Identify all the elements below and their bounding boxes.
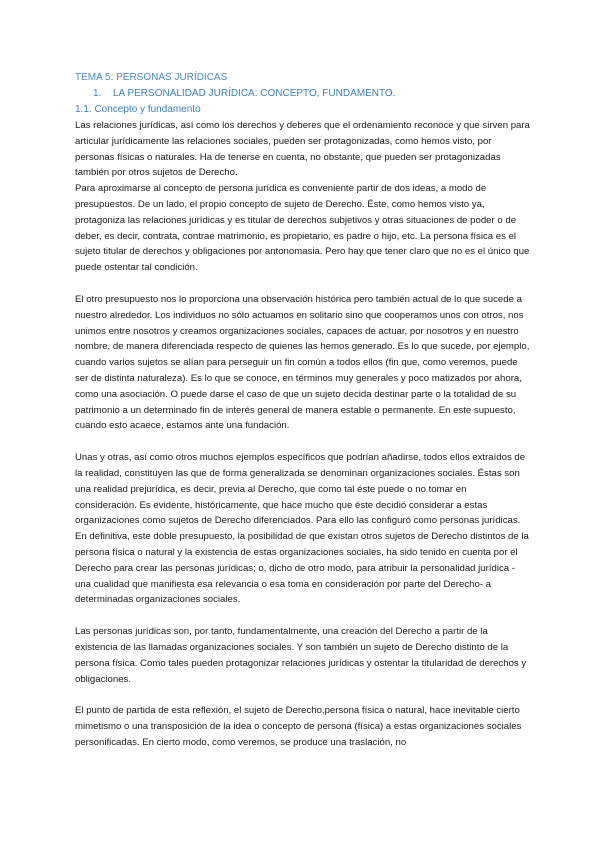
- section-heading: [93, 86, 530, 102]
- paragraph: Unas y otras, así como otros muchos ejemplos específicos que podrían añadirse, todos ellos extraídos de la realidad, constituyen las que de forma generalizada se denominan organizaciones sociales. Éstas son una realidad prejurídica, es decir, previa al Derecho, que como tal éste puede o no tomar en consideración. Es evidente, históricamente, que hace mucho que éste decidió considerar a estas organizaciones como sujetos de Derecho diferenciados. Para ello las configuró como personas jurídicas.: [75, 452, 526, 527]
- paragraph: Para aproximarse al concepto de persona jurídica es conveniente partir de dos ideas, a modo de presupuestos. De un lado, el propio concepto de sujeto de Derecho. Éste, como hemos visto ya, protagoniza las relaciones jurídicas y es titular de derechos subjetivos y otras situaciones de poder o de deber, es decir, contrata, contrae matrimonio, es propietario, es padre o hijo, etc. La persona física es el sujeto titular de derechos y obligaciones por antonomasia. Pero hay que tener claro que no es el único que puede ostentar tal condición.: [75, 183, 530, 274]
- paragraph: Las relaciones jurídicas, así como los derechos y deberes que el ordenamiento reconoce y que sirven para articular jurídicamente las relaciones sociales, pueden ser protagonizadas, como hemos visto, por personas físicas o naturales. Ha de tenerse en cuenta, no obstante, que pueden ser protagonizadas también por otros sujetos de Derecho.: [75, 120, 530, 179]
- paragraph: Las personas jurídicas son, por tanto, fundamentalmente, una creación del Derecho a partir de la existencia de las llamadas organizaciones sociales. Y son también un sujeto de Derecho distinto de la persona física. Como tales pueden protagonizar relaciones jurídicas y ostentar la titularidad de derechos y obligaciones.: [75, 626, 527, 685]
- section-heading-text: LA PERSONALIDAD JURÍDICA: CONCEPTO, FUNDAMENTO.: [113, 88, 396, 99]
- paragraph: En definitiva, este doble presupuesto, la posibilidad de que existan otros sujetos de Derecho distintos de la persona física o natural y la existencia de estas organizaciones sociales, ha sido tenido en cuenta por el Derecho para crear las personas jurídicas; o, dicho de otro modo, para atribuir la personalidad jurídica -una cualidad que manifiesta esa relevancia o esa toma en consideración por parte del Derecho- a determinadas organizaciones sociales.: [75, 531, 529, 606]
- document-title: TEMA 5: PERSONAS JURÍDICAS: [75, 72, 228, 83]
- subsection-heading: 1.1. Concepto y fundamento: [75, 104, 201, 115]
- paragraph: El otro presupuesto nos lo proporciona una observación histórica pero también actual de lo que sucede a nuestro alrededor. Los individuos no sólo actuamos en solitario sino que cooperamos unos con otros, nos unimos entre nosotros y creamos organizaciones sociales, capaces de actuar, por nosotros y en nuestro nombre, de manera diferenciada respecto de quienes las hemos generado. Es lo que sucede, por ejemplo, cuando varios sujetos se alían para perseguir un fin común a todos ellos (fin que, como veremos, puede ser de distinta naturaleza). Es lo que se conoce, en términos muy generales y poco matizados por ahora, como una asociación. O puede darse el caso de que un sujeto decida destinar parte o la totalidad de su patrimonio a un determinado fin de interés general de manera estable o permanente. En este supuesto, cuando esto acaece, estamos ante una fundación.: [75, 293, 530, 432]
- paragraph: El punto de partida de esta reflexión, el sujeto de Derecho,persona física o natural, hace inevitable cierto mimetismo o una transposición de la idea o concepto de persona (física) a estas organizaciones sociales personificadas. En cierto modo, como veremos, se produce una traslación, no: [75, 705, 522, 748]
- section-number: 1.: [93, 88, 102, 99]
